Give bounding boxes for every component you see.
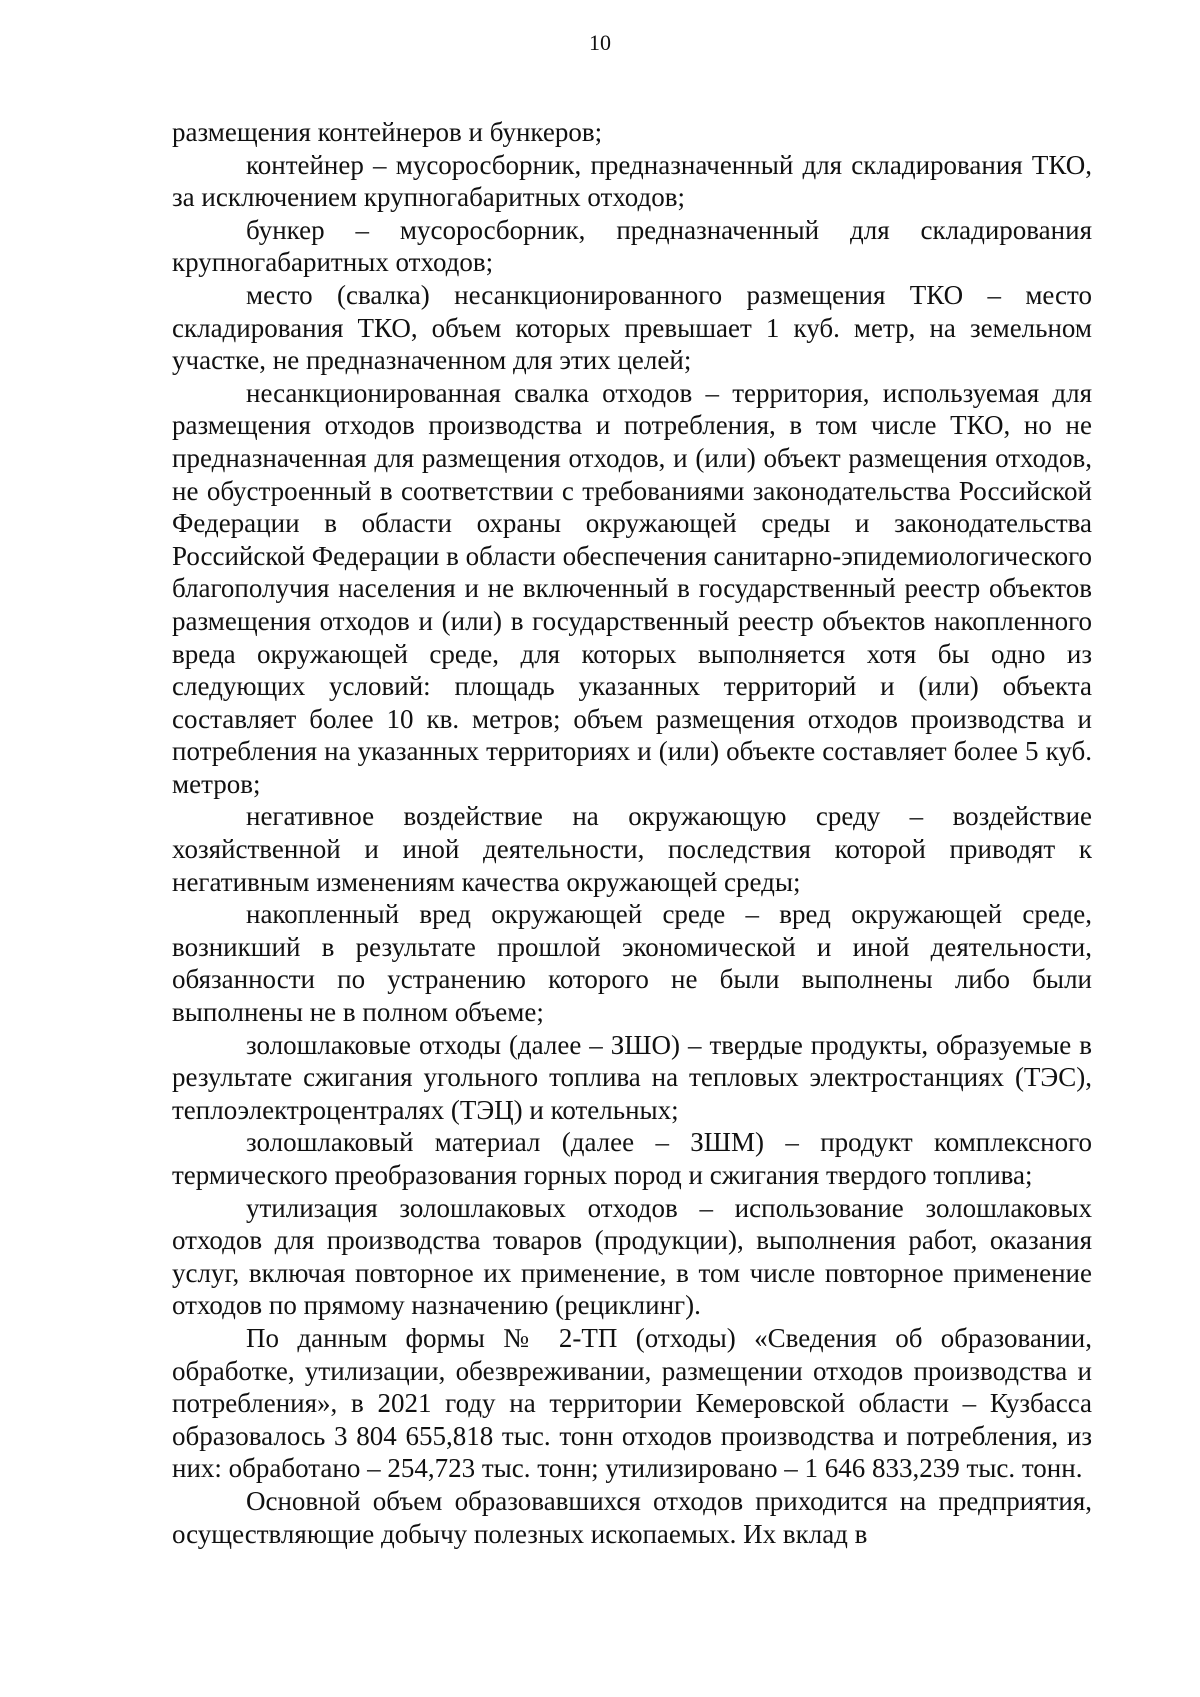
definition-unauthorized-site: место (свалка) несанкционированного размещения ТКО – место складирования ТКО, объем которых превышает 1 куб. метр, на земельном участке, не предназначенном для этих целей; (172, 279, 1092, 376)
paragraph-continuation: размещения контейнеров и бункеров; (172, 117, 603, 147)
definition-unauthorized-dump: несанкционированная свалка отходов – территория, используемая для размещения отходов производства и потребления, в том числе ТКО, но не предназначенная для размещения отходов, и (или) объект размещения отходов, не обустроенный в соответствии с требованиями законодательства Российской Федерации в области охраны окружающей среды и законодательства Российской Федерации в области обеспечения санитарно-эпидемиологического благополучия населения и не включенный в государственный реестр объектов размещения отходов и (или) в государственный реестр объектов накопленного вреда окружающей среде, для которых выполняется хотя бы одно из следующих условий: площадь указанных территорий и (или) объекта составляет более 10 кв. метров; объем размещения отходов производства и потребления на указанных территориях и (или) объекте составляет более 5 куб. метров; (172, 377, 1092, 799)
definition-ash-slag-waste: золошлаковые отходы (далее – ЗШО) – твердые продукты, образуемые в результате сжигания угольного топлива на тепловых электростанциях (ТЭС), теплоэлектроцентралях (ТЭЦ) и котельных; (172, 1029, 1092, 1125)
definition-ash-slag-material: золошлаковый материал (далее – ЗШМ) – продукт комплексного термического преобразования горных пород и сжигания твердого топлива; (172, 1127, 1092, 1190)
definition-bunker: бункер – мусоросборник, предназначенный для складирования крупногабаритных отходов; (172, 214, 1092, 278)
document-body (172, 116, 1092, 1550)
definition-accumulated-harm: накопленный вред окружающей среде – вред окружающей среде, возникший в результате прошлой экономической и иной деятельности, обязанности по устранению которого не были выполнены либо были выполнены не в полном объеме; (172, 899, 1092, 1028)
paragraph-main-volume: Основной объем образовавшихся отходов приходится на предприятия, осуществляющие добычу полезных ископаемых. Их вклад в (172, 1485, 1092, 1549)
page-number: 10 (589, 30, 611, 55)
definition-ash-slag-utilization: утилизация золошлаковых отходов – использование золошлаковых отходов для производства товаров (продукции), выполнения работ, оказания услуг, включая повторное их применение, в том числе повторное применение отходов по прямому назначению (рециклинг). (172, 1192, 1092, 1321)
definition-container: контейнер – мусоросборник, предназначенный для складирования ТКО, за исключением крупногабаритных отходов; (172, 149, 1092, 213)
paragraph-statistics: По данным формы № 2-ТП (отходы) «Сведения об образовании, обработке, утилизации, обезвреживании, размещении отходов производства и потребления», в 2021 году на территории Кемеровской области – Кузбасса образовалось 3 804 655,818 тыс. тонн отходов производства и потребления, из них: обработано – 254,723 тыс. тонн; утилизировано – 1 646 833,239 тыс. тонн. (172, 1322, 1092, 1484)
definition-negative-impact: негативное воздействие на окружающую среду – воздействие хозяйственной и иной деятельности, последствия которой приводят к негативным изменениям качества окружающей среды; (172, 801, 1092, 897)
